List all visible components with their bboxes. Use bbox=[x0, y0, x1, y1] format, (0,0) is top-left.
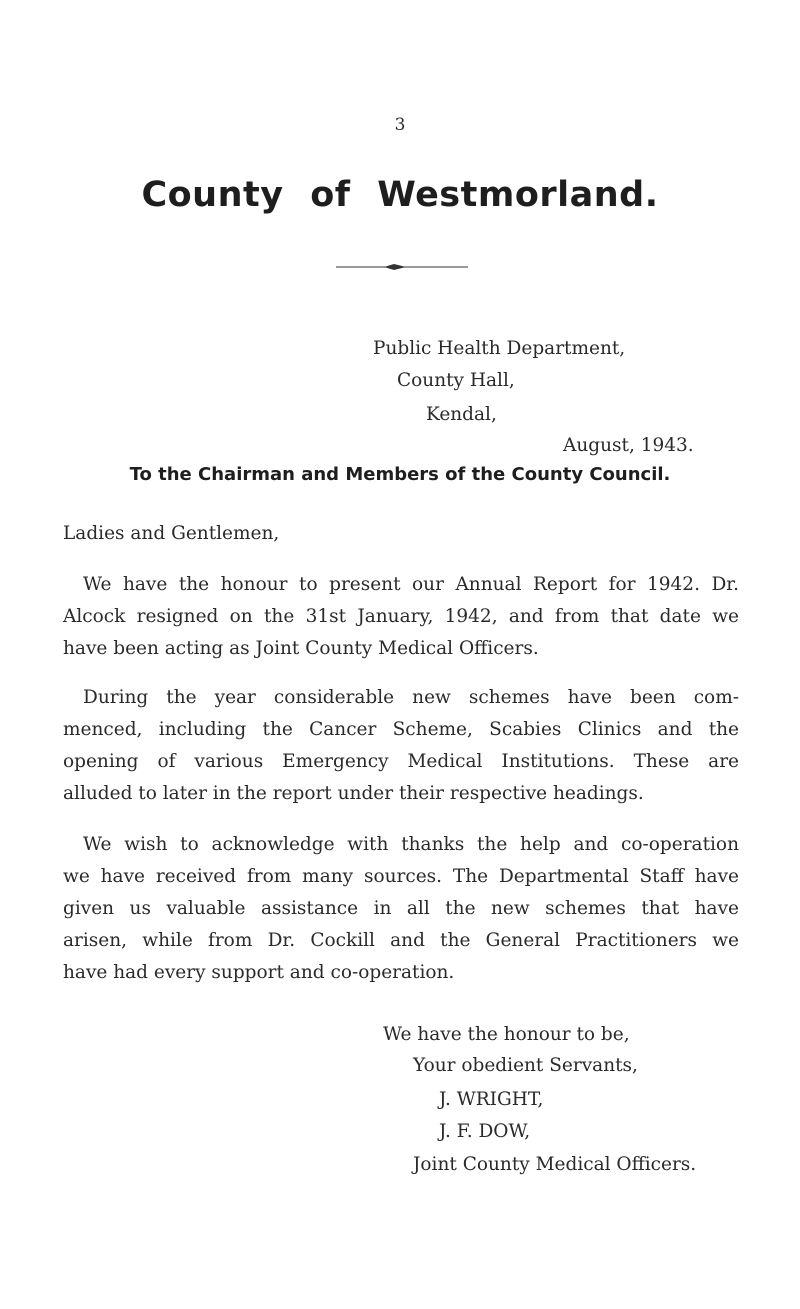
addressee-heading: To the Chairman and Members of the County Council. bbox=[129, 464, 671, 485]
paragraph-line: opening of various Emergency Medical Institutions. These are bbox=[63, 751, 739, 772]
paragraph-line: given us valuable assistance in all the new schemes that have bbox=[63, 898, 739, 919]
paragraph-1 bbox=[63, 569, 739, 665]
paragraph-line: Alcock resigned on the 31st January, 1942, and from that date we bbox=[63, 606, 739, 627]
paragraph-line: menced, including the Cancer Scheme, Scabies Clinics and the bbox=[63, 719, 739, 740]
signoff-closing: We have the honour to be, bbox=[383, 1024, 630, 1045]
divider-ornament bbox=[336, 262, 468, 272]
document-title: County of Westmorland. bbox=[141, 175, 659, 215]
greeting: Ladies and Gentlemen, bbox=[63, 523, 280, 544]
paragraph-line: we have received from many sources. The Departmental Staff have bbox=[63, 866, 739, 887]
paragraph-line: have been acting as Joint County Medical Officers. bbox=[63, 638, 539, 659]
signatory-wright: J. WRIGHT, bbox=[439, 1089, 544, 1110]
paragraph-line: alluded to later in the report under their respective headings. bbox=[63, 783, 644, 804]
signatory-dow: J. F. DOW, bbox=[439, 1121, 531, 1142]
paragraph-line: During the year considerable new schemes have been com- bbox=[83, 687, 739, 708]
signoff-servants: Your obedient Servants, bbox=[413, 1055, 638, 1076]
paragraph-line: have had every support and co-operation. bbox=[63, 962, 455, 983]
signoff-role: Joint County Medical Officers. bbox=[413, 1154, 697, 1175]
paragraph-3 bbox=[63, 829, 739, 989]
address-department: Public Health Department, bbox=[373, 338, 626, 359]
paragraph-line: arisen, while from Dr. Cockill and the General Practitioners we bbox=[63, 930, 739, 951]
page-number: 3 bbox=[394, 115, 406, 135]
address-date: August, 1943. bbox=[563, 435, 694, 456]
address-town: Kendal, bbox=[426, 404, 497, 425]
paragraph-line: We wish to acknowledge with thanks the help and co-operation bbox=[83, 834, 739, 855]
address-building: County Hall, bbox=[397, 370, 515, 391]
paragraph-2 bbox=[63, 682, 739, 810]
paragraph-line: We have the honour to present our Annual Report for 1942. Dr. bbox=[83, 574, 739, 595]
